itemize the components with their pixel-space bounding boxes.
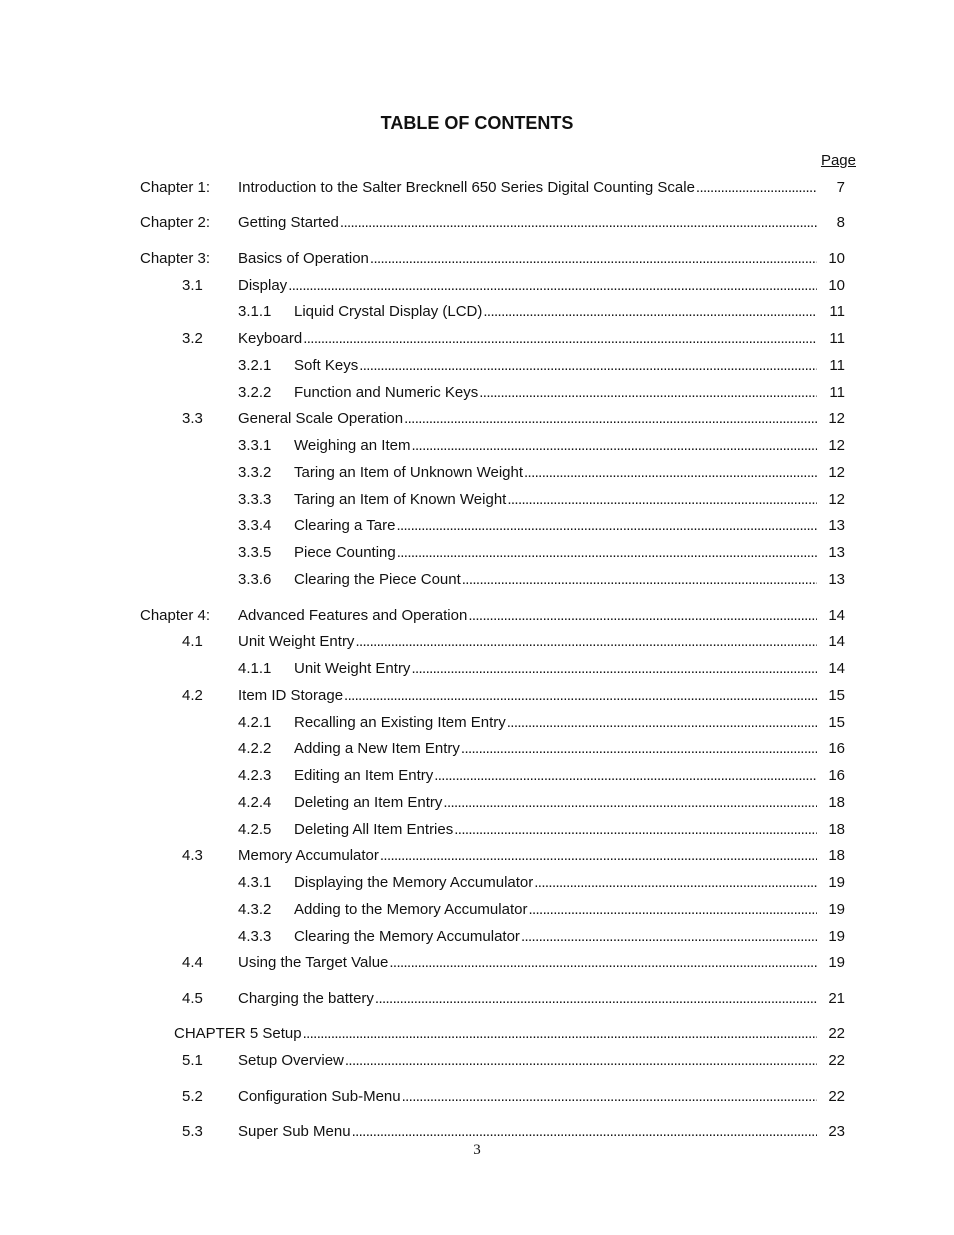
toc-entry-page: 12 — [828, 410, 845, 427]
toc-entry-page: 11 — [829, 330, 845, 347]
dot-leader — [468, 606, 817, 626]
toc-entry-label-wrap — [238, 632, 817, 652]
toc-entry-title: Deleting an Item Entry — [294, 794, 443, 811]
toc-entry-title: Weighing an Item — [294, 437, 411, 454]
toc-entry-number: Chapter 4: — [140, 607, 211, 624]
toc-entry — [0, 606, 954, 626]
toc-entry — [0, 276, 954, 296]
toc-entry-title: Piece Counting — [294, 544, 396, 561]
toc-entry-label-wrap — [238, 953, 817, 973]
toc-entry-number: 4.3.2 — [238, 901, 272, 918]
dot-leader — [370, 249, 817, 269]
toc-entry-title: Item ID Storage — [238, 687, 344, 704]
toc-entry-number: 3.3.4 — [238, 517, 272, 534]
toc-entry-number: Chapter 3: — [140, 250, 211, 267]
toc-entry-label-wrap — [294, 739, 817, 759]
toc-entry-title: Editing an Item Entry — [294, 767, 434, 784]
toc-entry — [0, 766, 954, 786]
toc-entry-number: 4.5 — [182, 990, 203, 1007]
toc-entry-label-wrap — [238, 249, 817, 269]
dot-leader — [434, 766, 817, 786]
toc-entry-page: 13 — [828, 571, 845, 588]
toc-entry — [0, 178, 954, 198]
toc-entry-page: 19 — [828, 928, 845, 945]
toc-entry-title: Memory Accumulator — [238, 847, 379, 864]
toc-entry — [0, 953, 954, 973]
dot-leader — [340, 213, 817, 233]
toc-entry-label-wrap — [294, 900, 817, 920]
toc-entry-page: 12 — [828, 464, 845, 481]
toc-entry-title: Unit Weight Entry — [294, 660, 411, 677]
toc-entry-number: 4.1.1 — [238, 660, 272, 677]
toc-entry-label-wrap — [294, 766, 817, 786]
dot-leader — [380, 846, 817, 866]
toc-entry-number: 4.2.4 — [238, 794, 272, 811]
toc-entry — [0, 1087, 954, 1107]
toc-entry — [0, 409, 954, 429]
toc-entry-number: 4.3 — [182, 847, 203, 864]
toc-entry-label-wrap — [238, 686, 817, 706]
toc-entry-label-wrap — [294, 516, 817, 536]
dot-leader — [528, 900, 817, 920]
toc-entry-page: 14 — [828, 660, 845, 677]
toc-entry — [0, 329, 954, 349]
toc-title: TABLE OF CONTENTS — [380, 113, 574, 133]
toc-entry — [0, 793, 954, 813]
dot-leader — [411, 659, 817, 679]
toc-entry-number: 5.2 — [182, 1088, 203, 1105]
toc-entry-title: Function and Numeric Keys — [294, 384, 479, 401]
toc-entry-number: Chapter 2: — [140, 214, 211, 231]
toc-entry — [0, 356, 954, 376]
toc-entry — [0, 1024, 954, 1044]
toc-entry — [0, 632, 954, 652]
toc-entry — [0, 686, 954, 706]
dot-leader — [344, 686, 817, 706]
toc-entry-number: 3.2.2 — [238, 384, 272, 401]
toc-entry-title: Setup Overview — [238, 1052, 344, 1069]
toc-entry — [0, 846, 954, 866]
page-number: 3 — [473, 1142, 481, 1158]
dot-leader — [507, 713, 817, 733]
dot-leader — [507, 490, 817, 510]
toc-entry-number: 3.3.5 — [238, 544, 272, 561]
toc-entry-page: 11 — [829, 303, 845, 320]
toc-entry-title: Soft Keys — [294, 357, 359, 374]
toc-entry — [0, 516, 954, 536]
toc-entry-label-wrap — [238, 213, 817, 233]
toc-entry-page: 10 — [828, 277, 845, 294]
toc-entry — [0, 739, 954, 759]
toc-entry-page: 18 — [828, 794, 845, 811]
toc-entry-page: 12 — [828, 491, 845, 508]
dot-leader — [696, 178, 817, 198]
toc-entry-title: Basics of Operation — [238, 250, 369, 267]
toc-entry — [0, 873, 954, 893]
toc-entry-label-wrap — [294, 302, 817, 322]
dot-leader — [397, 543, 817, 563]
toc-entry-title: Deleting All Item Entries — [294, 821, 454, 838]
toc-entry-page: 15 — [828, 714, 845, 731]
dot-leader — [345, 1051, 817, 1071]
toc-entry-page: 19 — [828, 874, 845, 891]
dot-leader — [483, 302, 817, 322]
toc-entry-title: Using the Target Value — [238, 954, 389, 971]
toc-entry — [0, 543, 954, 563]
toc-entry-number: 5.1 — [182, 1052, 203, 1069]
toc-entry-title: Liquid Crystal Display (LCD) — [294, 303, 483, 320]
toc-entry-page: 14 — [828, 633, 845, 650]
toc-entry-title: Clearing the Memory Accumulator — [294, 928, 520, 945]
toc-entry-label-wrap — [238, 846, 817, 866]
page-column-header: Page — [820, 152, 856, 169]
toc-entry-title: Taring an Item of Known Weight — [294, 491, 507, 508]
toc-entry-label-wrap — [238, 606, 817, 626]
toc-entry — [0, 927, 954, 947]
dot-leader — [443, 793, 817, 813]
toc-entry-label-wrap — [294, 490, 817, 510]
toc-entry-label-wrap — [238, 276, 817, 296]
toc-entry-title: Adding to the Memory Accumulator — [294, 901, 528, 918]
toc-entry-title: General Scale Operation — [238, 410, 404, 427]
dot-leader — [396, 516, 817, 536]
toc-entry-label-wrap — [294, 713, 817, 733]
toc-entry-page: 18 — [828, 821, 845, 838]
toc-entry-title: Introduction to the Salter Brecknell 650 Series Digital Counting Scale — [238, 179, 695, 196]
toc-entry-page: 10 — [828, 250, 845, 267]
toc-entry-title: Unit Weight Entry — [238, 633, 355, 650]
toc-entry-page: 7 — [836, 179, 845, 196]
toc-entry-label-wrap — [294, 543, 817, 563]
toc-entry-title: Displaying the Memory Accumulator — [294, 874, 534, 891]
toc-entry-label-wrap — [294, 873, 817, 893]
toc-entry — [0, 820, 954, 840]
toc-entry-label-wrap — [294, 793, 817, 813]
toc-entry-title: Display — [238, 277, 288, 294]
dot-leader — [411, 436, 817, 456]
toc-entry-label-wrap — [294, 356, 817, 376]
toc-entry-page: 14 — [828, 607, 845, 624]
toc-entry — [0, 463, 954, 483]
toc-entry-label-wrap — [294, 820, 817, 840]
toc-entry-label-wrap — [294, 383, 817, 403]
toc-entry — [0, 383, 954, 403]
toc-entry-number: 3.3.3 — [238, 491, 272, 508]
toc-entry-page: 22 — [828, 1088, 845, 1105]
toc-entry-page: 21 — [828, 990, 845, 1007]
toc-entry-page: 11 — [829, 384, 845, 401]
toc-entry-label-wrap — [238, 1087, 817, 1107]
toc-entry-label-wrap — [294, 659, 817, 679]
dot-leader — [479, 383, 817, 403]
toc-entry-label-wrap — [238, 409, 817, 429]
toc-entry-label-wrap — [238, 329, 817, 349]
toc-entry-label-wrap — [294, 927, 817, 947]
toc-entry-number: 4.3.1 — [238, 874, 272, 891]
toc-entry-title: Adding a New Item Entry — [294, 740, 460, 757]
toc-entry-page: 18 — [828, 847, 845, 864]
toc-entry-page: 23 — [828, 1123, 845, 1140]
toc-entry — [0, 302, 954, 322]
toc-entry-number: 5.3 — [182, 1123, 203, 1140]
toc-entry-title: Super Sub Menu — [238, 1123, 351, 1140]
toc-entry-number: Chapter 1: — [140, 179, 211, 196]
toc-entry-page: 12 — [828, 437, 845, 454]
toc-entry-number: 4.2.1 — [238, 714, 272, 731]
toc-entry-label-wrap — [238, 1122, 817, 1142]
toc-entry-number: 3.3.1 — [238, 437, 272, 454]
toc-entry — [0, 436, 954, 456]
toc-entry-number: 4.4 — [182, 954, 203, 971]
toc-entry — [0, 249, 954, 269]
toc-entry-number: 3.1.1 — [238, 303, 272, 320]
toc-entry-page: 15 — [828, 687, 845, 704]
toc-entry-page: 16 — [828, 767, 845, 784]
dot-leader — [524, 463, 817, 483]
toc-entry — [0, 1122, 954, 1142]
toc-entry-title: CHAPTER 5 Setup — [174, 1025, 302, 1042]
toc-entry-title: Clearing a Tare — [294, 517, 396, 534]
dot-leader — [462, 570, 817, 590]
toc-entry-page: 8 — [836, 214, 845, 231]
dot-leader — [303, 329, 817, 349]
toc-entry-number: 3.3 — [182, 410, 203, 427]
dot-leader — [303, 1024, 817, 1044]
dot-leader — [288, 276, 817, 296]
toc-entry — [0, 989, 954, 1009]
toc-entry — [0, 570, 954, 590]
toc-entry-label-wrap — [238, 1051, 817, 1071]
toc-entry-title: Configuration Sub-Menu — [238, 1088, 401, 1105]
toc-entry-label-wrap — [174, 1024, 817, 1044]
toc-entry-title: Charging the battery — [238, 990, 374, 1007]
toc-entry-page: 11 — [829, 357, 845, 374]
toc-entry-title: Taring an Item of Unknown Weight — [294, 464, 524, 481]
toc-entry-label-wrap — [294, 570, 817, 590]
toc-entry — [0, 659, 954, 679]
toc-entry-number: 4.2.2 — [238, 740, 272, 757]
toc-entry-title: Clearing the Piece Count — [294, 571, 461, 588]
toc-entry-number: 4.2 — [182, 687, 203, 704]
dot-leader — [359, 356, 817, 376]
toc-entry — [0, 490, 954, 510]
dot-leader — [355, 632, 817, 652]
toc-entry-label-wrap — [294, 463, 817, 483]
dot-leader — [352, 1122, 817, 1142]
toc-entry-number: 4.2.5 — [238, 821, 272, 838]
toc-entry — [0, 213, 954, 233]
dot-leader — [389, 953, 817, 973]
toc-entry-label-wrap — [294, 436, 817, 456]
toc-entry-label-wrap — [238, 178, 817, 198]
toc-entry-number: 3.1 — [182, 277, 203, 294]
toc-entry-title: Advanced Features and Operation — [238, 607, 468, 624]
toc-entry-number: 3.3.6 — [238, 571, 272, 588]
toc-entry-number: 4.1 — [182, 633, 203, 650]
dot-leader — [534, 873, 817, 893]
dot-leader — [402, 1087, 817, 1107]
toc-entry — [0, 713, 954, 733]
toc-entry-title: Keyboard — [238, 330, 303, 347]
toc-entry-page: 19 — [828, 901, 845, 918]
toc-entry-number: 3.2.1 — [238, 357, 272, 374]
toc-entry-page: 13 — [828, 517, 845, 534]
toc-entry-page: 22 — [828, 1052, 845, 1069]
toc-entry-page: 19 — [828, 954, 845, 971]
toc-entry — [0, 1051, 954, 1071]
toc-entry-page: 13 — [828, 544, 845, 561]
toc-entry-page: 16 — [828, 740, 845, 757]
toc-entry — [0, 900, 954, 920]
dot-leader — [454, 820, 817, 840]
toc-entry-title: Recalling an Existing Item Entry — [294, 714, 506, 731]
toc-entry-number: 3.3.2 — [238, 464, 272, 481]
toc-entry-title: Getting Started — [238, 214, 339, 231]
toc-entry-page: 22 — [828, 1025, 845, 1042]
dot-leader — [404, 409, 817, 429]
toc-entry-number: 4.3.3 — [238, 928, 272, 945]
dot-leader — [461, 739, 817, 759]
toc-entry-number: 4.2.3 — [238, 767, 272, 784]
dot-leader — [375, 989, 817, 1009]
dot-leader — [521, 927, 817, 947]
toc-entry-number: 3.2 — [182, 330, 203, 347]
toc-entry-label-wrap — [238, 989, 817, 1009]
